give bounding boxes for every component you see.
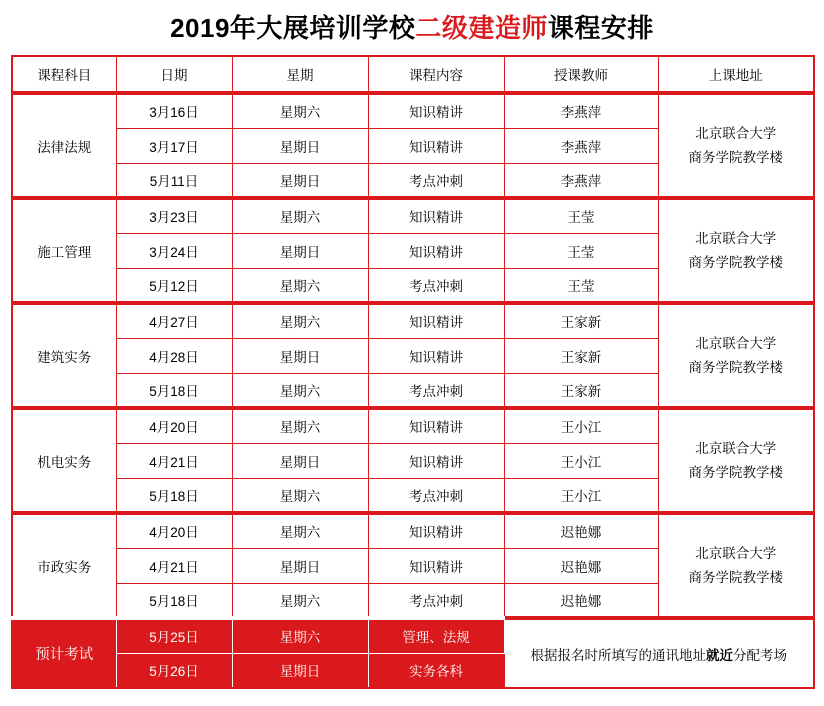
date-cell: 4月20日: [116, 408, 232, 443]
weekday-cell: 星期六: [232, 478, 368, 513]
date-cell: 5月26日: [116, 653, 232, 688]
venue-line-1: 北京联合大学: [695, 545, 777, 561]
page-title-prefix: 2019年大展培训学校: [170, 13, 416, 43]
table-row: [12, 303, 814, 338]
schedule-table: [11, 55, 815, 689]
exam-note-suffix: 分配考场: [733, 647, 787, 663]
table-header-row: [12, 56, 814, 93]
date-cell: 3月23日: [116, 198, 232, 233]
schedule-table-container: [0, 55, 824, 689]
weekday-cell: 星期六: [232, 303, 368, 338]
content-cell: 知识精讲: [368, 548, 504, 583]
date-cell: 5月25日: [116, 618, 232, 653]
teacher-cell: 王家新: [504, 303, 658, 338]
content-cell: 知识精讲: [368, 408, 504, 443]
weekday-cell: 星期六: [232, 93, 368, 128]
venue-cell: [658, 408, 814, 513]
venue-line-2: 商务学院教学楼: [688, 149, 783, 165]
teacher-cell: 迟艳娜: [504, 513, 658, 548]
column-header-content: 课程内容: [368, 56, 504, 93]
content-cell: 考点冲刺: [368, 478, 504, 513]
weekday-cell: 星期日: [232, 128, 368, 163]
content-cell: 实务各科: [368, 653, 504, 688]
date-cell: 4月21日: [116, 443, 232, 478]
weekday-cell: 星期日: [232, 233, 368, 268]
content-cell: 知识精讲: [368, 198, 504, 233]
date-cell: 3月17日: [116, 128, 232, 163]
weekday-cell: 星期六: [232, 618, 368, 653]
content-cell: 知识精讲: [368, 443, 504, 478]
weekday-cell: 星期日: [232, 338, 368, 373]
weekday-cell: 星期六: [232, 408, 368, 443]
venue-line-1: 北京联合大学: [695, 335, 777, 351]
teacher-cell: 李燕萍: [504, 93, 658, 128]
teacher-cell: 王莹: [504, 233, 658, 268]
weekday-cell: 星期六: [232, 513, 368, 548]
column-header-subject: 课程科目: [12, 56, 116, 93]
teacher-cell: 王家新: [504, 373, 658, 408]
content-cell: 知识精讲: [368, 513, 504, 548]
venue-line-2: 商务学院教学楼: [688, 254, 783, 270]
teacher-cell: 王小江: [504, 478, 658, 513]
content-cell: 知识精讲: [368, 303, 504, 338]
venue-cell: [658, 93, 814, 198]
exam-note-bold: 就近: [706, 647, 733, 663]
table-row: [12, 408, 814, 443]
venue-cell: [658, 198, 814, 303]
content-cell: 考点冲刺: [368, 163, 504, 198]
content-cell: 管理、法规: [368, 618, 504, 653]
date-cell: 4月21日: [116, 548, 232, 583]
page-title-suffix: 课程安排: [547, 13, 654, 43]
table-row: [12, 198, 814, 233]
column-header-date: 日期: [116, 56, 232, 93]
content-cell: 知识精讲: [368, 338, 504, 373]
teacher-cell: 王小江: [504, 443, 658, 478]
venue-cell: [658, 303, 814, 408]
teacher-cell: 迟艳娜: [504, 548, 658, 583]
page-title: [0, 0, 824, 55]
table-header: [12, 56, 814, 93]
table-body: [12, 93, 814, 688]
weekday-cell: 星期六: [232, 268, 368, 303]
teacher-cell: 迟艳娜: [504, 583, 658, 618]
table-row: [12, 513, 814, 548]
teacher-cell: 王莹: [504, 198, 658, 233]
date-cell: 5月18日: [116, 583, 232, 618]
subject-cell: 法律法规: [12, 93, 116, 198]
date-cell: 4月27日: [116, 303, 232, 338]
teacher-cell: 王家新: [504, 338, 658, 373]
table-row: [12, 93, 814, 128]
page-title-highlight: 二级建造师: [415, 13, 548, 43]
date-cell: 3月24日: [116, 233, 232, 268]
venue-line-2: 商务学院教学楼: [688, 569, 783, 585]
date-cell: 5月18日: [116, 478, 232, 513]
content-cell: 考点冲刺: [368, 583, 504, 618]
date-cell: 5月12日: [116, 268, 232, 303]
date-cell: 5月11日: [116, 163, 232, 198]
content-cell: 知识精讲: [368, 93, 504, 128]
exam-note-cell: [504, 618, 814, 688]
subject-cell-exam: 预计考试: [12, 618, 116, 688]
weekday-cell: 星期日: [232, 653, 368, 688]
subject-cell: 施工管理: [12, 198, 116, 303]
column-header-teacher: 授课教师: [504, 56, 658, 93]
date-cell: 3月16日: [116, 93, 232, 128]
teacher-cell: 王小江: [504, 408, 658, 443]
content-cell: 知识精讲: [368, 233, 504, 268]
venue-cell: [658, 513, 814, 618]
date-cell: 4月28日: [116, 338, 232, 373]
exam-note-prefix: 根据报名时所填写的通讯地址: [530, 647, 706, 663]
column-header-venue: 上课地址: [658, 56, 814, 93]
column-header-weekday: 星期: [232, 56, 368, 93]
subject-cell: 机电实务: [12, 408, 116, 513]
venue-line-2: 商务学院教学楼: [688, 359, 783, 375]
teacher-cell: 李燕萍: [504, 163, 658, 198]
content-cell: 考点冲刺: [368, 373, 504, 408]
date-cell: 4月20日: [116, 513, 232, 548]
weekday-cell: 星期六: [232, 198, 368, 233]
venue-line-2: 商务学院教学楼: [688, 464, 783, 480]
venue-line-1: 北京联合大学: [695, 230, 777, 246]
content-cell: 知识精讲: [368, 128, 504, 163]
weekday-cell: 星期日: [232, 548, 368, 583]
date-cell: 5月18日: [116, 373, 232, 408]
venue-line-1: 北京联合大学: [695, 125, 777, 141]
content-cell: 考点冲刺: [368, 268, 504, 303]
teacher-cell: 王莹: [504, 268, 658, 303]
weekday-cell: 星期六: [232, 583, 368, 618]
venue-line-1: 北京联合大学: [695, 440, 777, 456]
table-row-exam: [12, 618, 814, 653]
weekday-cell: 星期日: [232, 443, 368, 478]
subject-cell: 市政实务: [12, 513, 116, 618]
teacher-cell: 李燕萍: [504, 128, 658, 163]
weekday-cell: 星期六: [232, 373, 368, 408]
weekday-cell: 星期日: [232, 163, 368, 198]
subject-cell: 建筑实务: [12, 303, 116, 408]
